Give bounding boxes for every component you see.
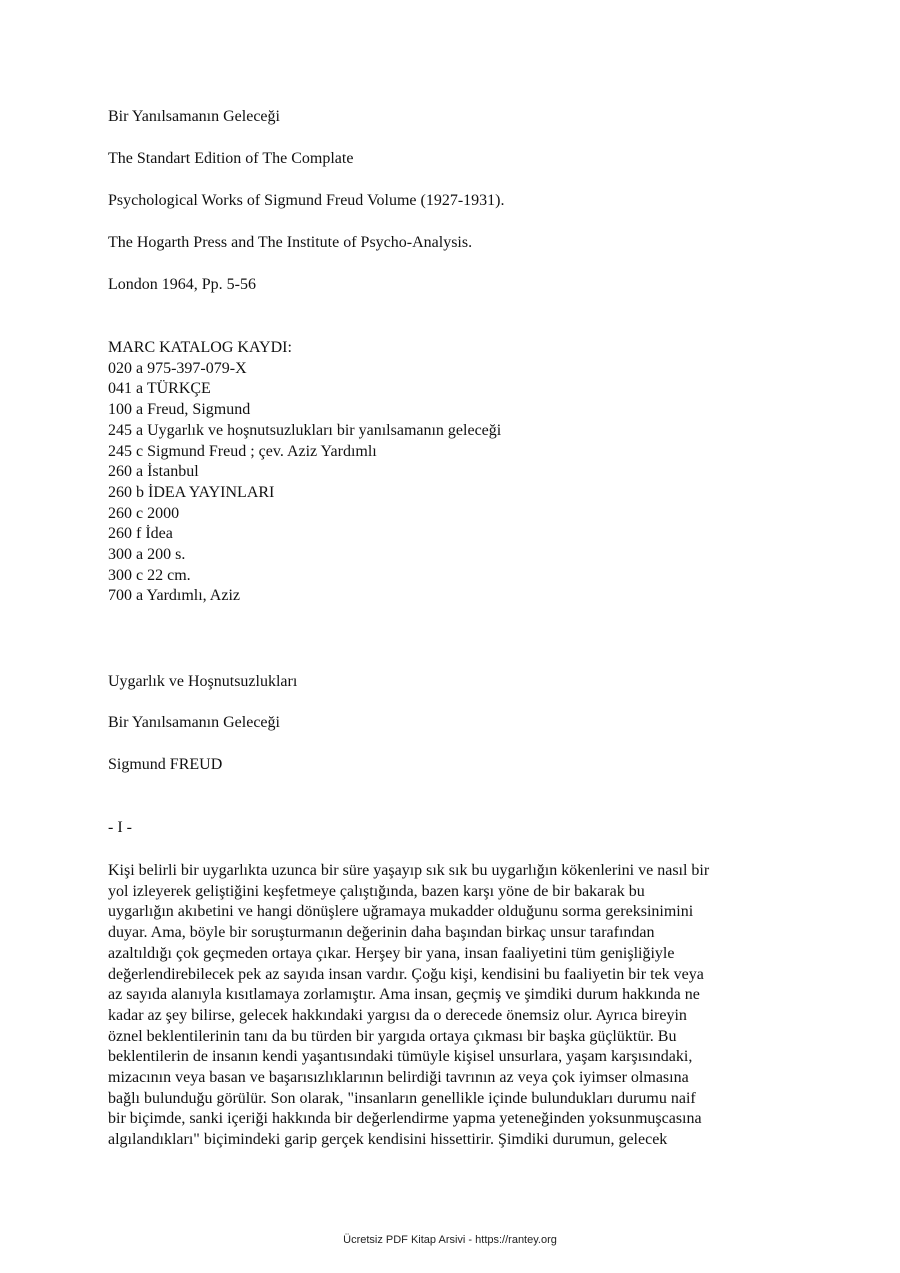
paragraph-line: uygarlığın akıbetini ve hangi dönüşlere uğramaya mukadder olduğunu sorma gereksinimini — [108, 903, 694, 921]
paragraph-line: algılandıkları" biçimindeki garip gerçek kendisini hissettirir. Şimdiki durumun, gelecek — [108, 1131, 668, 1149]
marc-entry: 300 a 200 s. — [108, 546, 186, 564]
header-title: Bir Yanılsamanın Geleceği — [108, 108, 280, 125]
paragraph-line: mizacının veya basan ve başarısızlıklarının belirdiği tavrının az veya çok iyimser olmasına — [108, 1069, 689, 1087]
paragraph-line: azaltıldığı çok geçmeden ortaya çıkar. Herşey bir yana, insan faaliyetini tüm genişliğiyle — [108, 944, 675, 962]
marc-entry: 260 b İDEA YAYINLARI — [108, 483, 275, 501]
paragraph-line: bir biçimde, sanki içeriği hakkında bir değerlendirme yapma yeteneğinden yoksunmuşcasına — [108, 1110, 702, 1128]
marc-record — [108, 338, 501, 607]
marc-entry: 245 a Uygarlık ve hoşnutsuzlukları bir yanılsamanın geleceği — [108, 421, 502, 439]
paragraph-line: değerlendirebilecek pek az sayıda insan vardır. Çoğu kişi, kendisini bu faaliyetin bir tek veya — [108, 965, 704, 983]
paragraph-line: bağlı bulunduğu görülür. Son olarak, "insanların genellikle içinde bulundukları durumu naif — [108, 1089, 696, 1107]
header-place-year: London 1964, Pp. 5-56 — [108, 276, 256, 293]
book-title: Uygarlık ve Hoşnutsuzlukları — [108, 673, 298, 690]
section-number: - I - — [108, 819, 132, 836]
header-edition: The Standart Edition of The Complate — [108, 150, 354, 167]
marc-entry: 260 c 2000 — [108, 504, 180, 522]
marc-entry: 260 f İdea — [108, 525, 173, 543]
marc-entry: 260 a İstanbul — [108, 463, 199, 481]
marc-entry: 700 a Yardımlı, Aziz — [108, 587, 240, 605]
page-footer: Ücretsiz PDF Kitap Arsivi - https://rantey.org — [343, 1234, 557, 1246]
header-works: Psychological Works of Sigmund Freud Volume (1927-1931). — [108, 192, 505, 209]
paragraph-line: öznel beklentilerinin tanı da bu türden bir yargıda ortaya çıkması bir başka güçlüktür. Bu — [108, 1027, 677, 1045]
marc-entry: 245 c Sigmund Freud ; çev. Aziz Yardımlı — [108, 442, 377, 460]
paragraph-line: yol izleyerek geliştiğini keşfetmeye çalıştığında, bazen karşı yöne de bir bakarak bu — [108, 882, 645, 900]
body-paragraph — [108, 861, 798, 1151]
marc-heading: MARC KATALOG KAYDI: — [108, 339, 292, 356]
marc-entry: 300 c 22 cm. — [108, 566, 191, 584]
paragraph-line: duyar. Ama, böyle bir soruşturmanın değerinin daha başından birkaç unsur tarafından — [108, 924, 655, 942]
marc-entry: 100 a Freud, Sigmund — [108, 401, 251, 419]
book-subtitle: Bir Yanılsamanın Geleceği — [108, 714, 280, 731]
marc-entry: 041 a TÜRKÇE — [108, 380, 211, 398]
paragraph-line: kadar az şey bilirse, gelecek hakkındaki yargısı da o derecede önemsiz olur. Ayrıca bireyin — [108, 1006, 687, 1024]
paragraph-line: beklentilerin de insanın kendi yaşantısındaki tümüyle kişisel unsurlara, yaşam karşısındaki, — [108, 1048, 693, 1066]
book-author: Sigmund FREUD — [108, 756, 223, 773]
paragraph-line: Kişi belirli bir uygarlıkta uzunca bir süre yaşayıp sık sık bu uygarlığın kökenlerini ve nasıl bir — [108, 862, 710, 879]
paragraph-line: az sayıda alanıyla kısıtlamaya zorlamıştır. Ama insan, geçmiş ve şimdiki durum hakkında ne — [108, 986, 700, 1004]
header-publisher: The Hogarth Press and The Institute of Psycho-Analysis. — [108, 234, 473, 251]
marc-entry: 020 a 975-397-079-X — [108, 359, 247, 377]
